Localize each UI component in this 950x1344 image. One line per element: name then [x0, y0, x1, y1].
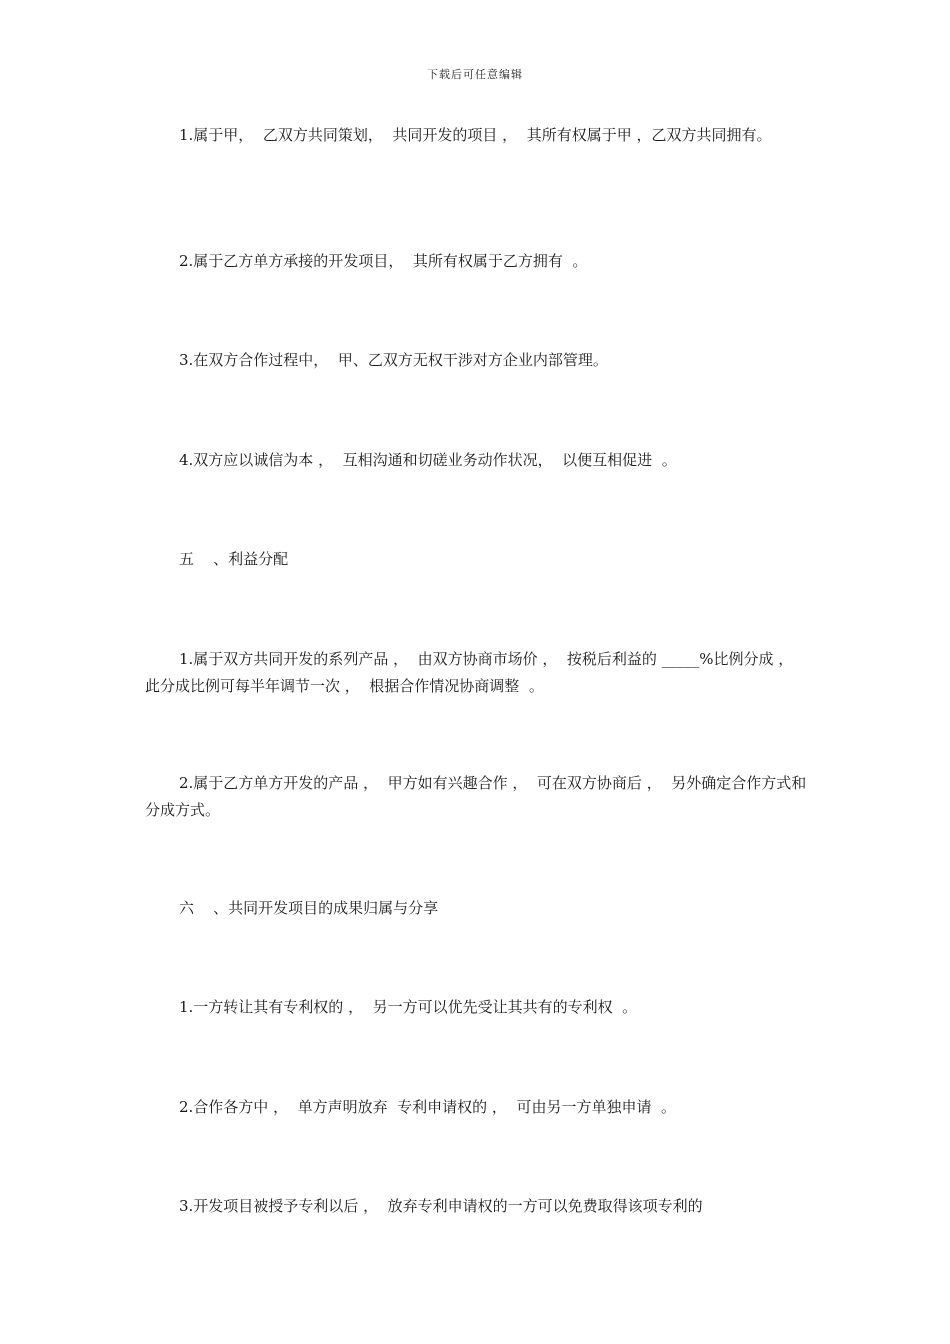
clause-6-1: 1.一方转让其有专利权的 ， 另一方可以优先受让其共有的专利权 。	[179, 998, 638, 1016]
section-heading-5: 五 、利益分配	[179, 550, 289, 568]
clause-5-2: 2.属于乙方单方开发的产品 ， 甲方如有兴趣合作 ， 可在双方协商后 ， 另外确定合作方式和分成方式。	[145, 774, 807, 819]
clause-4-2: 2.属于乙方单方承接的开发项目， 其所有权属于乙方拥有 。	[179, 252, 588, 270]
section-heading-6: 六 、共同开发项目的成果归属与分享	[179, 899, 439, 917]
clause-4-4: 4.双方应以诚信为本 ， 互相沟通和切磋业务动作状况， 以便互相促进 。	[179, 451, 677, 469]
clause-6-2: 2.合作各方中 ， 单方声明放弃 专利申请权的 ， 可由另一方单独申请 。	[179, 1098, 676, 1116]
page-header: 下载后可任意编辑	[427, 68, 523, 81]
clause-5-1: 1.属于双方共同开发的系列产品 ， 由双方协商市场价 ， 按税后利益的 _____%比例分成 ， 此分成比例可每半年调节一次 ， 根据合作情况协商调整 。	[145, 650, 803, 695]
clause-4-3: 3.在双方合作过程中， 甲、乙双方无权干涉对方企业内部管理。	[179, 351, 608, 369]
clause-4-1: 1.属于甲， 乙双方共同策划， 共同开发的项目 ， 其所有权属于甲 ，乙双方共同拥有。	[179, 126, 772, 144]
clause-6-3: 3.开发项目被授予专利以后 ， 放弃专利申请权的一方可以免费取得该项专利的	[179, 1197, 703, 1215]
